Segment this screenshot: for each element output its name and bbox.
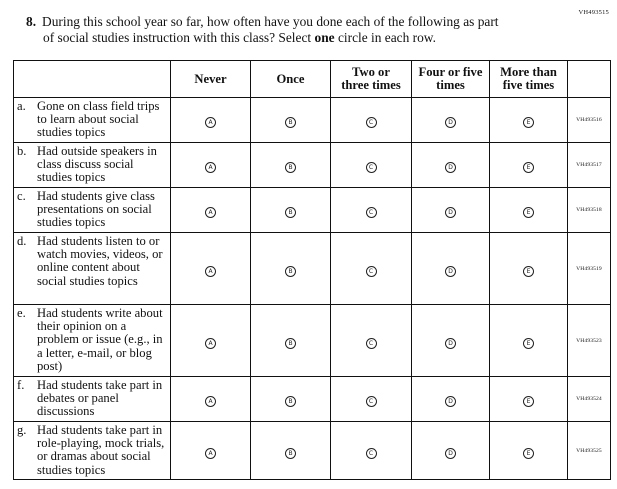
response-cell [412,377,490,422]
item-text: Had students take part in role-playing, mock trials, or dramas about social studies topics [37,423,165,477]
item-letter: g. [17,423,27,437]
response-bubble[interactable]: E [523,338,534,349]
header-row [14,61,611,98]
item-letter: b. [17,144,27,158]
item-cell [14,233,171,305]
response-cell [251,305,331,377]
item-text: Had students write about their opinion on a problem or issue (e.g., in a letter, e-mail, or blog post) [37,306,163,373]
response-bubble[interactable]: B [285,396,296,407]
item-text: Had students listen to or watch movies, videos, or online content about social studies topics [37,234,163,288]
response-bubble[interactable]: C [366,117,377,128]
response-cell [251,422,331,480]
column-header [412,61,490,98]
response-cell [331,98,412,143]
column-header [490,61,568,98]
table-row [14,422,611,480]
response-cell [251,377,331,422]
response-bubble[interactable]: B [285,117,296,128]
response-cell [331,233,412,305]
response-cell [412,422,490,480]
response-cell [251,98,331,143]
column-header-line1: More than [500,65,557,79]
response-bubble[interactable]: C [366,338,377,349]
question-line-2a: of social studies instruction with this class? Select [43,29,315,45]
response-bubble[interactable]: E [523,117,534,128]
response-cell [331,377,412,422]
response-cell [412,98,490,143]
response-table [13,60,611,480]
response-bubble[interactable]: A [205,162,216,173]
row-id: VH493519 [568,233,611,305]
column-header-line2: three times [341,78,401,92]
response-cell [490,377,568,422]
table-row [14,143,611,188]
item-cell [14,422,171,480]
response-bubble[interactable]: C [366,162,377,173]
item-text: Had outside speakers in class discuss social studies topics [37,144,157,185]
item-letter: d. [17,234,27,248]
response-bubble[interactable]: C [366,448,377,459]
response-cell [331,188,412,233]
header-id-blank [568,61,611,98]
response-bubble[interactable]: B [285,207,296,218]
response-bubble[interactable]: A [205,396,216,407]
response-bubble[interactable]: E [523,448,534,459]
response-bubble[interactable]: D [445,448,456,459]
item-letter: e. [17,306,26,320]
response-cell [171,233,251,305]
response-cell [171,188,251,233]
response-cell [490,422,568,480]
response-cell [412,305,490,377]
response-cell [412,233,490,305]
response-bubble[interactable]: B [285,448,296,459]
item-cell [14,143,171,188]
header-blank [14,61,171,98]
item-cell [14,305,171,377]
row-id: VH493516 [568,98,611,143]
column-header-line1: Once [276,71,305,86]
question-line-2b: circle in each row. [334,29,436,45]
item-cell [14,377,171,422]
item-cell [14,98,171,143]
item-letter: f. [17,378,25,392]
response-cell [171,143,251,188]
question-text [26,14,546,45]
response-cell [490,143,568,188]
response-bubble[interactable]: A [205,338,216,349]
item-text: Had students take part in debates or panel discussions [37,378,163,419]
column-header-line2: times [436,78,465,92]
response-bubble[interactable]: D [445,266,456,277]
response-bubble[interactable]: B [285,266,296,277]
column-header-line1: Two or [352,65,390,79]
question-number: 8. [26,14,37,29]
response-bubble[interactable]: C [366,207,377,218]
response-cell [490,233,568,305]
question-line-1: During this school year so far, how often have you done each of the following as part [42,14,499,29]
column-header [251,61,331,98]
item-text: Had students give class presentations on social studies topics [37,189,155,230]
response-cell [490,188,568,233]
response-cell [171,98,251,143]
response-bubble[interactable]: D [445,338,456,349]
response-bubble[interactable]: A [205,117,216,128]
response-bubble[interactable]: D [445,117,456,128]
row-id: VH493523 [568,305,611,377]
response-bubble[interactable]: A [205,448,216,459]
column-header [331,61,412,98]
table-row [14,233,611,305]
response-bubble[interactable]: D [445,207,456,218]
table-body [14,98,611,480]
response-cell [412,188,490,233]
item-text: Gone on class field trips to learn about social studies topics [37,99,160,140]
response-bubble[interactable]: D [445,162,456,173]
row-id: VH493517 [568,143,611,188]
response-cell [251,233,331,305]
response-cell [490,98,568,143]
response-bubble[interactable]: D [445,396,456,407]
response-cell [171,422,251,480]
response-cell [490,305,568,377]
table-row [14,188,611,233]
response-cell [331,305,412,377]
response-bubble[interactable]: E [523,207,534,218]
response-bubble[interactable]: E [523,396,534,407]
table-row [14,305,611,377]
question-id: VH493515 [578,9,609,16]
row-id: VH493525 [568,422,611,480]
response-cell [331,422,412,480]
response-cell [251,143,331,188]
response-cell [412,143,490,188]
response-bubble[interactable]: B [285,338,296,349]
response-cell [171,305,251,377]
column-header-line1: Four or five [418,65,483,79]
question-line-2-bold: one [314,29,335,45]
row-id: VH493524 [568,377,611,422]
item-letter: c. [17,189,26,203]
column-header-line2: five times [502,78,555,92]
table-row [14,98,611,143]
response-bubble[interactable]: E [523,266,534,277]
response-bubble[interactable]: A [205,266,216,277]
response-bubble[interactable]: C [366,266,377,277]
column-header [171,61,251,98]
response-cell [171,377,251,422]
response-cell [331,143,412,188]
item-letter: a. [17,99,26,113]
response-bubble[interactable]: E [523,162,534,173]
response-bubble[interactable]: B [285,162,296,173]
response-bubble[interactable]: A [205,207,216,218]
row-id: VH493518 [568,188,611,233]
response-bubble[interactable]: C [366,396,377,407]
item-cell [14,188,171,233]
table-row [14,377,611,422]
column-header-line1: Never [194,71,227,86]
response-cell [251,188,331,233]
